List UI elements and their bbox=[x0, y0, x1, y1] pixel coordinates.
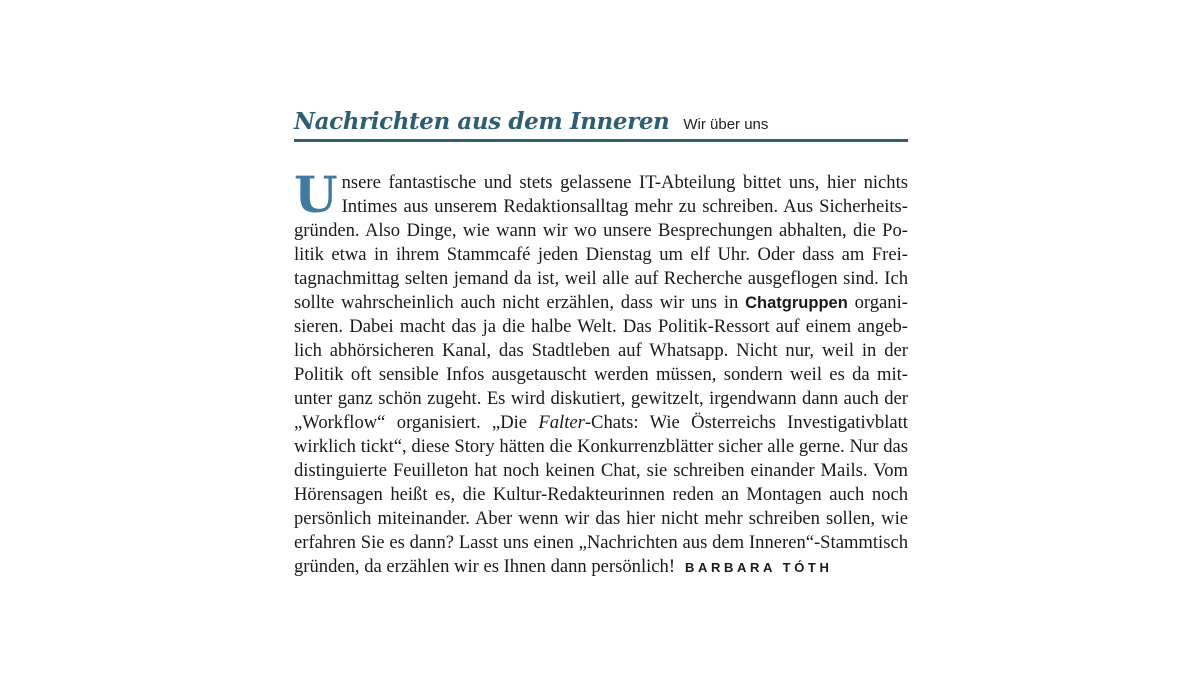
highlighted-term: Chatgruppen bbox=[745, 294, 848, 312]
article-column bbox=[294, 108, 908, 580]
italic-publication-name: Falter bbox=[538, 412, 585, 433]
author-byline: BARBARA TÓTH bbox=[685, 560, 833, 575]
article-body bbox=[294, 165, 908, 580]
section-title: Nachrichten aus dem Inneren bbox=[294, 108, 670, 135]
article-text-part-2: organisieren. Dabei macht das ja die halbe Welt. Das Politik-Ressort auf einem angeblich abhörsicheren Kanal, das Stadtleben auf Whatsapp. Nicht nur, weil in der Politik oft sensible Infos ausgetauscht werden müssen, sondern weil es da mitunter ganz schön zugeht. Es wird diskutiert, gewitzelt, irgendwann dann auch der „Workflow“ organisiert. „Die bbox=[294, 292, 908, 433]
article-text-part-3: -Chats: Wie Österreichs Investigativblatt wirklich tickt“, diese Story hätten die Konkurrenzblätter sicher alle gerne. Nur das distinguierte Feuilleton hat noch keinen Chat, sie schreiben einander Mails. Vom Hörensagen heißt es, die Kultur-Redakteurinnen reden an Montagen auch noch persönlich miteinander. Aber wenn wir das hier nicht mehr schreiben sollen, wie erfahren Sie es dann? Lasst uns einen „Nachrichten aus dem Inneren“-Stammtisch gründen, da erzählen wir es Ihnen dann persönlich! bbox=[294, 412, 908, 577]
section-subtitle: Wir über uns bbox=[683, 116, 769, 133]
drop-cap: U bbox=[294, 165, 338, 224]
article-text-part-1: nsere fantastische und stets gelassene IT-Abteilung bittet uns, hier nichts Intimes aus unserem Redaktionsalltag mehr zu schreiben. Aus Sicherheitsgründen. Also Dinge, wie wann wir wo unsere Besprechungen abhalten, die Politik etwa in ihrem Stammcafé jeden Dienstag um elf Uhr. Oder dass am Freitagnachmittag selten jemand da ist, weil alle auf Recherche ausgeflogen sind. Ich sollte wahrscheinlich auch nicht erzählen, dass wir uns in bbox=[294, 172, 908, 313]
section-header bbox=[294, 108, 908, 142]
